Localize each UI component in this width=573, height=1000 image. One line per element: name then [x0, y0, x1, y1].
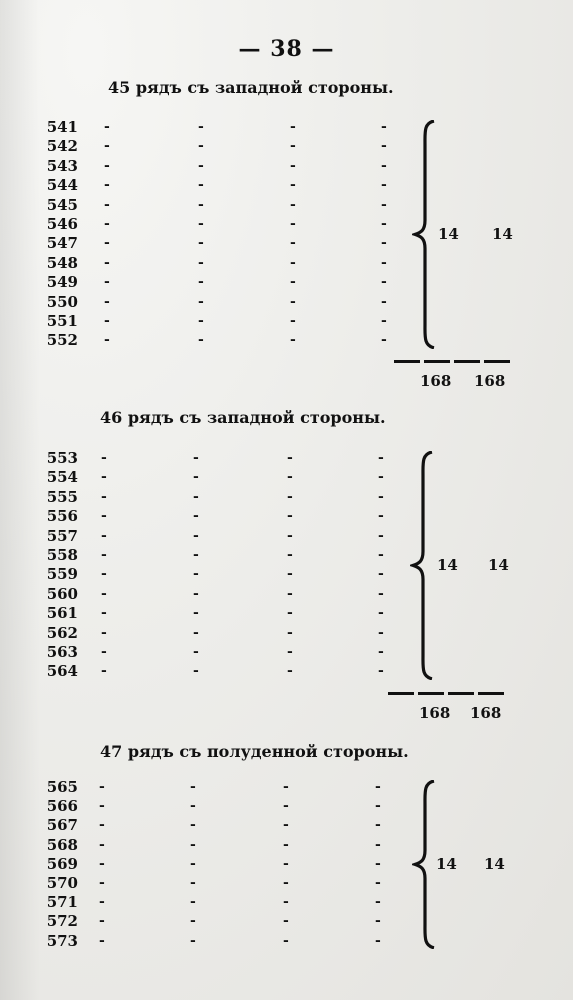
dash-mark: - [101, 644, 107, 660]
dash-mark: - [104, 313, 110, 329]
row-number: 568 [46, 835, 78, 854]
dash-mark: - [198, 216, 204, 232]
dash-mark: - [190, 875, 196, 891]
dash-mark: - [375, 894, 381, 911]
row-number: 564 [46, 662, 78, 681]
brace-value: 14 [492, 225, 513, 244]
dash-mark: - [101, 469, 107, 486]
dash-mark: - [198, 157, 204, 174]
dash-mark: - [283, 894, 289, 911]
dash-mark: - [287, 527, 293, 544]
row-number: 543 [46, 156, 78, 175]
dash-mark: - [193, 585, 199, 602]
row-number: 555 [46, 487, 78, 506]
row-number: 557 [46, 526, 78, 545]
dash-mark: - [287, 585, 293, 602]
dash-mark: - [378, 566, 384, 583]
dash-mark: - [287, 469, 293, 486]
dash-mark: - [381, 157, 387, 174]
section-title-47: 47 рядъ съ полуденной стороны. [100, 742, 409, 761]
dash-mark: - [193, 605, 199, 622]
brace-value: 14 [484, 855, 505, 874]
dash-mark: - [283, 875, 289, 891]
dash-mark: - [381, 196, 387, 213]
dash-mark: - [290, 274, 296, 291]
row-number: 544 [46, 176, 78, 195]
dash-mark: - [287, 605, 293, 622]
dash-mark: - [198, 313, 204, 329]
dash-mark: - [193, 450, 199, 466]
dash-mark: - [378, 450, 384, 466]
row-number: 551 [46, 312, 78, 330]
row-number: 552 [46, 331, 78, 350]
dash-mark: - [193, 547, 199, 563]
dash-mark: - [381, 216, 387, 232]
dash-mark: - [287, 644, 293, 660]
total-rule [394, 360, 510, 363]
dash-mark: - [104, 293, 110, 310]
row-number: 550 [46, 292, 78, 311]
row-number: 567 [46, 816, 78, 835]
dash-mark: - [99, 836, 105, 853]
brace-value: 14 [436, 855, 457, 874]
dash-mark: - [193, 508, 199, 525]
dash-mark: - [99, 779, 105, 795]
dash-mark: - [378, 605, 384, 622]
section-title-46: 46 рядъ съ западной стороны. [100, 408, 386, 427]
row-number: 571 [46, 893, 78, 912]
dash-mark: - [283, 913, 289, 930]
dash-mark: - [193, 644, 199, 660]
dash-mark: - [375, 855, 381, 872]
dash-mark: - [375, 817, 381, 834]
dash-mark: - [193, 488, 199, 505]
dash-mark: - [101, 527, 107, 544]
dash-mark: - [104, 254, 110, 271]
dash-mark: - [381, 254, 387, 271]
row-number: 545 [46, 195, 78, 214]
dash-mark: - [198, 138, 204, 155]
dash-mark: - [101, 663, 107, 680]
dash-mark: - [290, 196, 296, 213]
dash-mark: - [283, 779, 289, 795]
dash-mark: - [290, 177, 296, 194]
dash-mark: - [198, 332, 204, 349]
dash-mark: - [104, 196, 110, 213]
dash-mark: - [193, 663, 199, 680]
dash-mark: - [99, 855, 105, 872]
dash-mark: - [290, 235, 296, 252]
dash-mark: - [198, 274, 204, 291]
dash-mark: - [99, 932, 105, 949]
row-number: 558 [46, 546, 78, 564]
row-number: 570 [46, 874, 78, 892]
dash-mark: - [99, 894, 105, 911]
row-number: 556 [46, 507, 78, 526]
dash-mark: - [290, 119, 296, 135]
dash-mark: - [381, 235, 387, 252]
row-number: 561 [46, 604, 78, 623]
dash-mark: - [190, 913, 196, 930]
section-title-45: 45 рядъ съ западной стороны. [108, 78, 394, 97]
dash-mark: - [101, 488, 107, 505]
total-rule [388, 692, 506, 695]
dash-mark: - [378, 585, 384, 602]
dash-mark: - [290, 216, 296, 232]
dash-mark: - [190, 894, 196, 911]
row-number: 572 [46, 912, 78, 931]
dash-mark: - [378, 527, 384, 544]
dash-mark: - [287, 488, 293, 505]
curly-brace [410, 451, 436, 680]
brace-value: 14 [437, 556, 458, 575]
dash-mark: - [190, 817, 196, 834]
total-value: 168 [420, 372, 452, 390]
dash-mark: - [101, 547, 107, 563]
dash-mark: - [104, 138, 110, 155]
dash-mark: - [375, 932, 381, 949]
dash-mark: - [198, 196, 204, 213]
dash-mark: - [287, 624, 293, 641]
dash-mark: - [104, 274, 110, 291]
dash-mark: - [287, 508, 293, 525]
dash-mark: - [283, 855, 289, 872]
dash-mark: - [381, 274, 387, 291]
row-number: 559 [46, 565, 78, 584]
curly-brace [412, 780, 438, 949]
row-number: 573 [46, 931, 78, 950]
dash-mark: - [381, 313, 387, 329]
dash-mark: - [101, 450, 107, 466]
dash-mark: - [104, 235, 110, 252]
dash-mark: - [193, 566, 199, 583]
row-number: 562 [46, 623, 78, 642]
brace-value: 14 [488, 556, 509, 575]
dash-mark: - [378, 488, 384, 505]
dash-mark: - [99, 875, 105, 891]
dash-mark: - [375, 798, 381, 815]
dash-mark: - [378, 508, 384, 525]
dash-mark: - [375, 875, 381, 891]
dash-mark: - [290, 254, 296, 271]
dash-mark: - [190, 932, 196, 949]
total-value: 168 [419, 704, 451, 722]
dash-mark: - [287, 450, 293, 466]
dash-mark: - [198, 119, 204, 135]
dash-mark: - [290, 293, 296, 310]
dash-mark: - [290, 138, 296, 155]
dash-mark: - [283, 836, 289, 853]
dash-mark: - [378, 663, 384, 680]
dash-mark: - [198, 254, 204, 271]
row-number: 542 [46, 137, 78, 156]
row-number: 547 [46, 234, 78, 253]
dash-mark: - [378, 547, 384, 563]
row-number: 563 [46, 643, 78, 661]
dash-mark: - [101, 605, 107, 622]
dash-mark: - [381, 119, 387, 135]
dash-mark: - [287, 547, 293, 563]
dash-mark: - [104, 216, 110, 232]
dash-mark: - [104, 177, 110, 194]
dash-mark: - [198, 293, 204, 310]
brace-value: 14 [438, 225, 459, 244]
dash-mark: - [101, 624, 107, 641]
dash-mark: - [283, 817, 289, 834]
curly-brace [412, 120, 438, 349]
dash-mark: - [101, 508, 107, 525]
dash-mark: - [190, 855, 196, 872]
dash-mark: - [378, 644, 384, 660]
dash-mark: - [104, 119, 110, 135]
dash-mark: - [99, 913, 105, 930]
row-number: 565 [46, 778, 78, 796]
row-number: 541 [46, 118, 78, 136]
dash-mark: - [375, 779, 381, 795]
row-number: 548 [46, 253, 78, 272]
row-number: 554 [46, 468, 78, 487]
dash-mark: - [190, 798, 196, 815]
row-number: 546 [46, 215, 78, 233]
dash-mark: - [190, 779, 196, 795]
dash-mark: - [104, 157, 110, 174]
dash-mark: - [381, 332, 387, 349]
page-number: — 38 — [238, 36, 335, 62]
dash-mark: - [193, 469, 199, 486]
dash-mark: - [99, 798, 105, 815]
dash-mark: - [287, 566, 293, 583]
row-number: 549 [46, 273, 78, 292]
row-number: 560 [46, 584, 78, 603]
dash-mark: - [101, 566, 107, 583]
dash-mark: - [193, 527, 199, 544]
dash-mark: - [381, 177, 387, 194]
dash-mark: - [193, 624, 199, 641]
row-number: 566 [46, 797, 78, 816]
dash-mark: - [283, 932, 289, 949]
dash-mark: - [198, 177, 204, 194]
dash-mark: - [283, 798, 289, 815]
row-number: 569 [46, 854, 78, 873]
row-number: 553 [46, 449, 78, 467]
dash-mark: - [104, 332, 110, 349]
dash-mark: - [381, 293, 387, 310]
dash-mark: - [190, 836, 196, 853]
total-value: 168 [474, 372, 506, 390]
dash-mark: - [290, 332, 296, 349]
dash-mark: - [378, 624, 384, 641]
dash-mark: - [290, 157, 296, 174]
dash-mark: - [99, 817, 105, 834]
dash-mark: - [375, 913, 381, 930]
page-gutter-shadow [0, 0, 40, 1000]
dash-mark: - [198, 235, 204, 252]
dash-mark: - [290, 313, 296, 329]
dash-mark: - [378, 469, 384, 486]
dash-mark: - [287, 663, 293, 680]
dash-mark: - [375, 836, 381, 853]
total-value: 168 [470, 704, 502, 722]
dash-mark: - [381, 138, 387, 155]
dash-mark: - [101, 585, 107, 602]
